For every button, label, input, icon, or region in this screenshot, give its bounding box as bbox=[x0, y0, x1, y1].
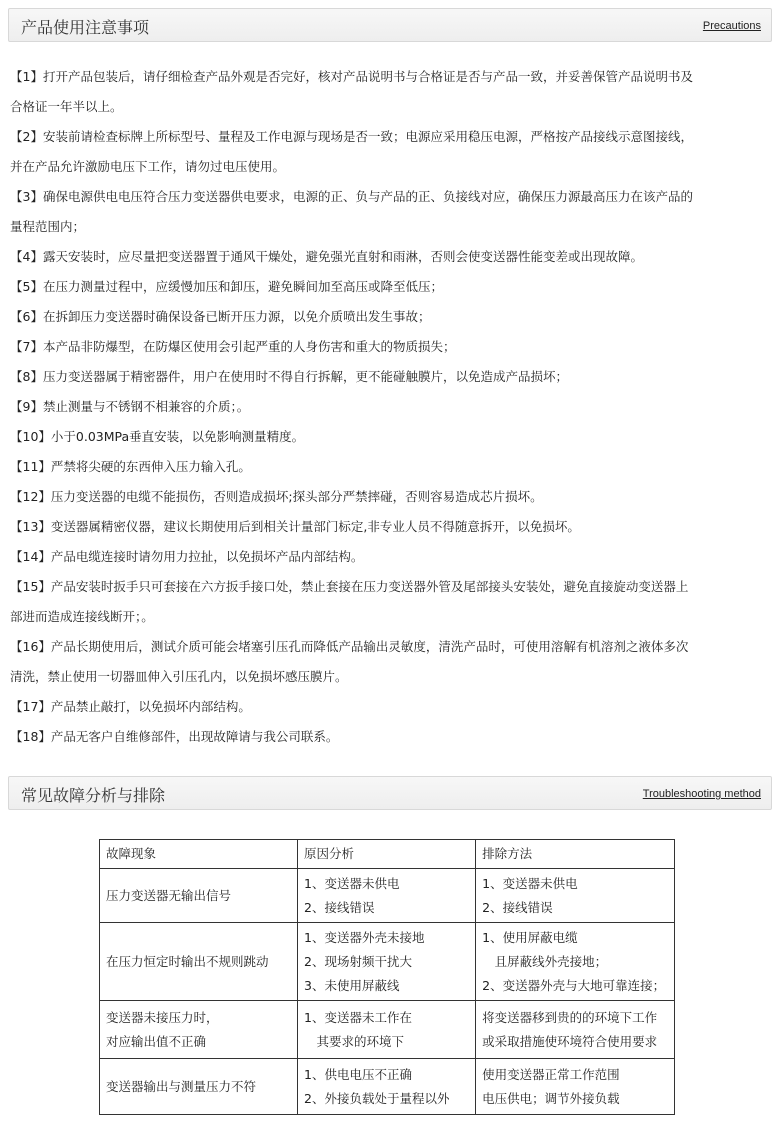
precautions-list bbox=[10, 62, 774, 752]
cell-fix: 1、变送器未供电 2、接线错误 bbox=[476, 869, 675, 923]
cell-symptom: 变送器输出与测量压力不符 bbox=[100, 1059, 298, 1115]
note-item: 【1】打开产品包装后，请仔细检查产品外观是否完好，核对产品说明书与合格证是否与产品一致，并妥善保管产品说明书及 合格证一年半以上。 bbox=[10, 69, 693, 114]
note-item: 【17】产品禁止敲打，以免损坏内部结构。 bbox=[10, 699, 251, 714]
cell-cause: 1、变送器未供电 2、接线错误 bbox=[298, 869, 476, 923]
note-item: 【13】变送器属精密仪器，建议长期使用后到相关计量部门标定,非专业人员不得随意拆开，以免损坏。 bbox=[10, 519, 580, 534]
cell-symptom: 变送器未接压力时， 对应输出值不正确 bbox=[100, 1001, 298, 1059]
cell-cause: 1、变送器外壳未接地 2、现场射频干扰大 3、未使用屏蔽线 bbox=[298, 923, 476, 1001]
header-symptom: 故障现象 bbox=[100, 840, 298, 869]
precautions-title: 产品使用注意事项 bbox=[21, 18, 150, 37]
table-header-row bbox=[100, 840, 675, 869]
note-item: 【15】产品安装时扳手只可套接在六方扳手接口处，禁止套接在压力变送器外管及尾部接头安装处，避免直接旋动变送器上 部进而造成连接线断开；。 bbox=[10, 579, 689, 624]
note-item: 【18】产品无客户自维修部件，出现故障请与我公司联系。 bbox=[10, 729, 339, 744]
precautions-subtitle-link[interactable]: Precautions bbox=[702, 20, 761, 32]
cell-fix: 1、使用屏蔽电缆 且屏蔽线外壳接地； 2、变送器外壳与大地可靠连接； bbox=[476, 923, 675, 1001]
troubleshooting-title: 常见故障分析与排除 bbox=[21, 786, 166, 805]
troubleshooting-table bbox=[99, 839, 675, 1115]
note-item: 【8】压力变送器属于精密器件，用户在使用时不得自行拆解，更不能碰触膜片，以免造成产品损坏； bbox=[10, 369, 568, 384]
troubleshooting-subtitle-link[interactable]: Troubleshooting method bbox=[642, 788, 761, 800]
table-row bbox=[100, 1001, 675, 1059]
header-cause: 原因分析 bbox=[298, 840, 476, 869]
note-item: 【6】在拆卸压力变送器时确保设备已断开压力源，以免介质喷出发生事故； bbox=[10, 309, 431, 324]
note-item: 【5】在压力测量过程中，应缓慢加压和卸压，避免瞬间加至高压或降至低压； bbox=[10, 279, 443, 294]
note-item: 【11】严禁将尖硬的东西伸入压力输入孔。 bbox=[10, 459, 251, 474]
note-item: 【16】产品长期使用后，测试介质可能会堵塞引压孔而降低产品输出灵敏度，清洗产品时，可使用溶解有机溶剂之液体多次 清洗，禁止使用一切器皿伸入引压孔内，以免损坏感压膜片。 bbox=[10, 639, 689, 684]
cell-symptom: 在压力恒定时输出不规则跳动 bbox=[100, 923, 298, 1001]
cell-symptom: 压力变送器无输出信号 bbox=[100, 869, 298, 923]
note-item: 【7】本产品非防爆型，在防爆区使用会引起严重的人身伤害和重大的物质损失； bbox=[10, 339, 456, 354]
cell-cause: 1、变送器未工作在 其要求的环境下 bbox=[298, 1001, 476, 1059]
precautions-header bbox=[8, 8, 772, 42]
table-row bbox=[100, 1059, 675, 1115]
note-item: 【14】产品电缆连接时请勿用力拉扯，以免损坏产品内部结构。 bbox=[10, 549, 364, 564]
note-item: 【9】禁止测量与不锈钢不相兼容的介质；。 bbox=[10, 399, 250, 414]
table-row bbox=[100, 869, 675, 923]
cell-fix: 将变送器移到贵的的环境下工作 或采取措施使环境符合使用要求 bbox=[476, 1001, 675, 1059]
table-row bbox=[100, 923, 675, 1001]
cell-cause: 1、供电电压不正确 2、外接负载处于量程以外 bbox=[298, 1059, 476, 1115]
note-item: 【4】露天安装时，应尽量把变送器置于通风干燥处，避免强光直射和雨淋，否则会使变送器性能变差或出现故障。 bbox=[10, 249, 643, 264]
troubleshooting-header bbox=[8, 776, 772, 810]
note-item: 【12】压力变送器的电缆不能损伤，否则造成损坏;探头部分严禁摔碰，否则容易造成芯片损坏。 bbox=[10, 489, 543, 504]
header-fix: 排除方法 bbox=[476, 840, 675, 869]
note-item: 【3】确保电源供电电压符合压力变送器供电要求，电源的正、负与产品的正、负接线对应，确保压力源最高压力在该产品的 量程范围内； bbox=[10, 189, 693, 234]
note-item: 【2】安装前请检查标牌上所标型号、量程及工作电源与现场是否一致；电源应采用稳压电源，严格按产品接线示意图接线， 并在产品允许激励电压下工作，请勿过电压使用。 bbox=[10, 129, 693, 174]
note-item: 【10】小于0.03MPa垂直安装，以免影响测量精度。 bbox=[10, 429, 305, 444]
cell-fix: 使用变送器正常工作范围 电压供电；调节外接负载 bbox=[476, 1059, 675, 1115]
